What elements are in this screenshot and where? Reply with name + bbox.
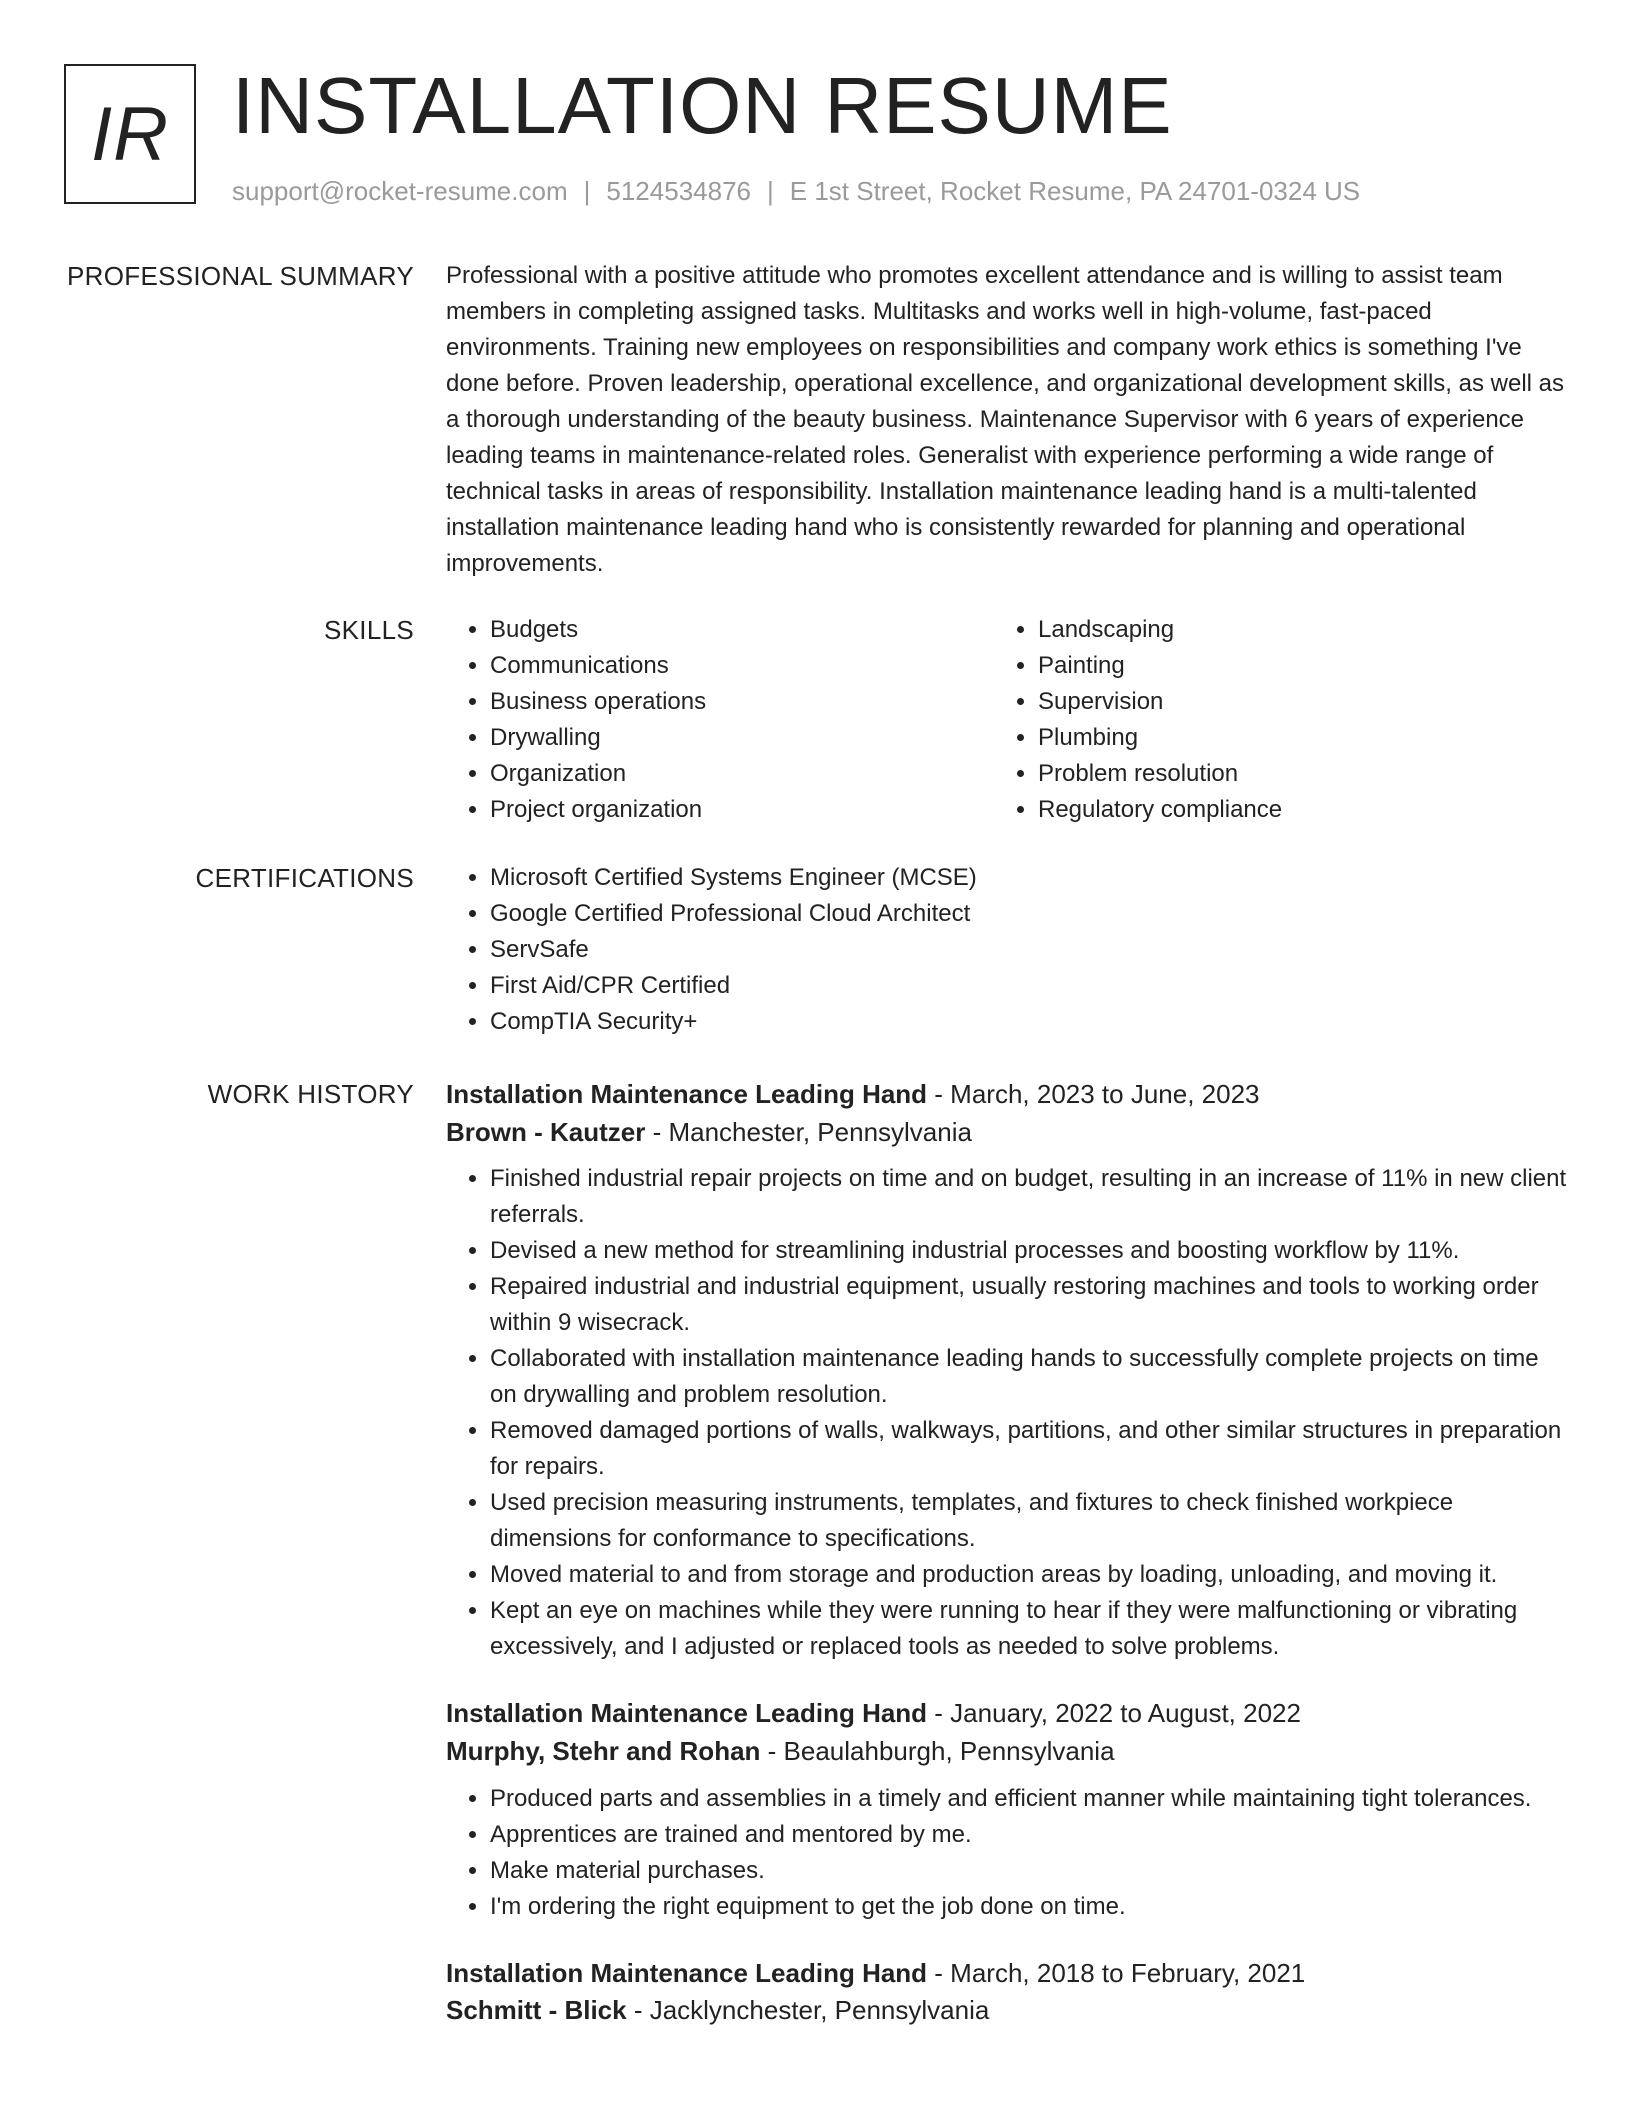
contact-phone[interactable]: 5124534876 [606, 176, 751, 206]
certification-item: • CompTIA Security+ [490, 1004, 1568, 1040]
job-bullets [446, 1781, 1568, 1925]
certifications-list [446, 860, 1568, 1040]
skills-body [446, 612, 1568, 828]
skill-item: • Landscaping [1038, 612, 1542, 648]
certification-item: • ServSafe [490, 932, 1568, 968]
skills-list-right [994, 612, 1542, 828]
work-history-section [64, 1076, 1568, 2096]
job-company: Murphy, Stehr and Rohan [446, 1736, 761, 1767]
certifications-heading: CERTIFICATIONS [195, 863, 414, 893]
skill-item: • Organization [490, 756, 994, 792]
job-company-line [446, 1733, 1568, 1771]
skills-list-left [446, 612, 994, 828]
job-bullet: • Removed damaged portions of walls, walkways, partitions, and other similar structures in preparation for repairs. [490, 1413, 1568, 1485]
job-bullet: • Finished industrial repair projects on time and on budget, resulting in an increase of 11% in new client referrals. [490, 1161, 1568, 1233]
skills-column-left [446, 612, 994, 828]
summary-text: Professional with a positive attitude who promotes excellent attendance and is willing to assist team members in completing assigned tasks. Multitasks and works well in high-volume, fast-paced environments. Training new employees on responsibilities and company work ethics is something I've done before. Proven leadership, operational excellence, and organizational development skills, as well as a thorough understanding of the beauty business. Maintenance Supervisor with 6 years of experience leading teams in maintenance-related roles. Generalist with experience performing a wide range of technical tasks in areas of responsibility. Installation maintenance leading hand is a multi-talented installation maintenance leading hand who is consistently rewarded for planning and operational improvements. [446, 262, 1565, 577]
job-bullet: • Make material purchases. [490, 1853, 1568, 1889]
job-bullet: • Produced parts and assemblies in a timely and efficient manner while maintaining tight tolerances. [490, 1781, 1568, 1817]
job-location: - Manchester, Pennsylvania [645, 1116, 972, 1147]
skills-grid [446, 612, 1568, 828]
job-bullets [446, 1161, 1568, 1665]
skills-heading: SKILLS [324, 615, 414, 645]
job-entry [446, 1076, 1568, 1665]
job-bullet: • Used precision measuring instruments, templates, and fixtures to check finished workpiece dimensions for conformance to specifications. [490, 1485, 1568, 1557]
job-dates: - March, 2023 to June, 2023 [927, 1079, 1260, 1109]
certifications-body [446, 860, 1568, 1040]
job-title-line [446, 1076, 1568, 1114]
contact-address: E 1st Street, Rocket Resume, PA 24701-0324 US [789, 176, 1361, 206]
summary-heading: PROFESSIONAL SUMMARY [67, 261, 414, 291]
certification-item: • First Aid/CPR Certified [490, 968, 1568, 1004]
job-company-line [446, 1114, 1568, 1152]
job-location: - Jacklynchester, Pennsylvania [626, 1995, 990, 2026]
skill-item: • Drywalling [490, 720, 994, 756]
skills-section [64, 612, 1568, 832]
skill-item: • Project organization [490, 792, 994, 828]
skill-item: • Supervision [1038, 684, 1542, 720]
job-entry [446, 1695, 1568, 1924]
skills-column-right [994, 612, 1542, 828]
job-bullet: • Repaired industrial and industrial equipment, usually restoring machines and tools to working order within 9 wisecrack. [490, 1269, 1568, 1341]
skill-item: • Budgets [490, 612, 994, 648]
job-title: Installation Maintenance Leading Hand [446, 1079, 928, 1109]
contact-line [232, 176, 1360, 207]
job-bullet: • I'm ordering the right equipment to get the job done on time. [490, 1889, 1568, 1925]
work-history-body [446, 1076, 1568, 2060]
certifications-section [64, 860, 1568, 1050]
skill-item: • Problem resolution [1038, 756, 1542, 792]
summary-section [64, 258, 1568, 588]
resume-header [64, 61, 1564, 224]
contact-separator: | [767, 176, 774, 206]
skill-item: • Plumbing [1038, 720, 1542, 756]
job-title: Installation Maintenance Leading Hand [446, 1698, 928, 1729]
contact-separator: | [583, 176, 591, 206]
job-location: - Beaulahburgh, Pennsylvania [760, 1736, 1115, 1767]
contact-email[interactable]: support@rocket-resume.com [232, 176, 568, 206]
summary-body [446, 258, 1568, 582]
certification-item: • Google Certified Professional Cloud Architect [490, 896, 1568, 932]
skill-item: • Painting [1038, 648, 1542, 684]
skill-item: • Regulatory compliance [1038, 792, 1542, 828]
job-company: Schmitt - Blick [446, 1995, 627, 2026]
job-bullet: • Collaborated with installation maintenance leading hands to successfully complete projects on time on drywalling and problem resolution. [490, 1341, 1568, 1413]
job-company: Brown - Kautzer [446, 1116, 646, 1147]
job-title-line [446, 1695, 1568, 1733]
job-bullet: • Moved material to and from storage and production areas by loading, unloading, and moving it. [490, 1557, 1568, 1593]
job-bullet: • Apprentices are trained and mentored by me. [490, 1817, 1568, 1853]
monogram-logo: IR [64, 64, 196, 204]
skill-item: • Communications [490, 648, 994, 684]
work-history-heading: WORK HISTORY [207, 1079, 414, 1109]
resume-title: INSTALLATION RESUME [232, 61, 1173, 150]
job-title: Installation Maintenance Leading Hand [446, 1957, 928, 1988]
job-bullet: • Devised a new method for streamlining industrial processes and boosting workflow by 11%. [490, 1233, 1568, 1269]
job-bullet: • Kept an eye on machines while they were running to hear if they were malfunctioning or vibrating excessively, and I adjusted or replaced tools as needed to solve problems. [490, 1593, 1568, 1665]
certification-item: • Microsoft Certified Systems Engineer (MCSE) [490, 860, 1568, 896]
job-company-line [446, 1992, 1568, 2030]
skill-item: • Business operations [490, 684, 994, 720]
job-entry [446, 1955, 1568, 2030]
job-dates: - January, 2022 to August, 2022 [927, 1698, 1301, 1729]
job-dates: - March, 2018 to February, 2021 [927, 1957, 1306, 1988]
job-title-line [446, 1955, 1568, 1993]
